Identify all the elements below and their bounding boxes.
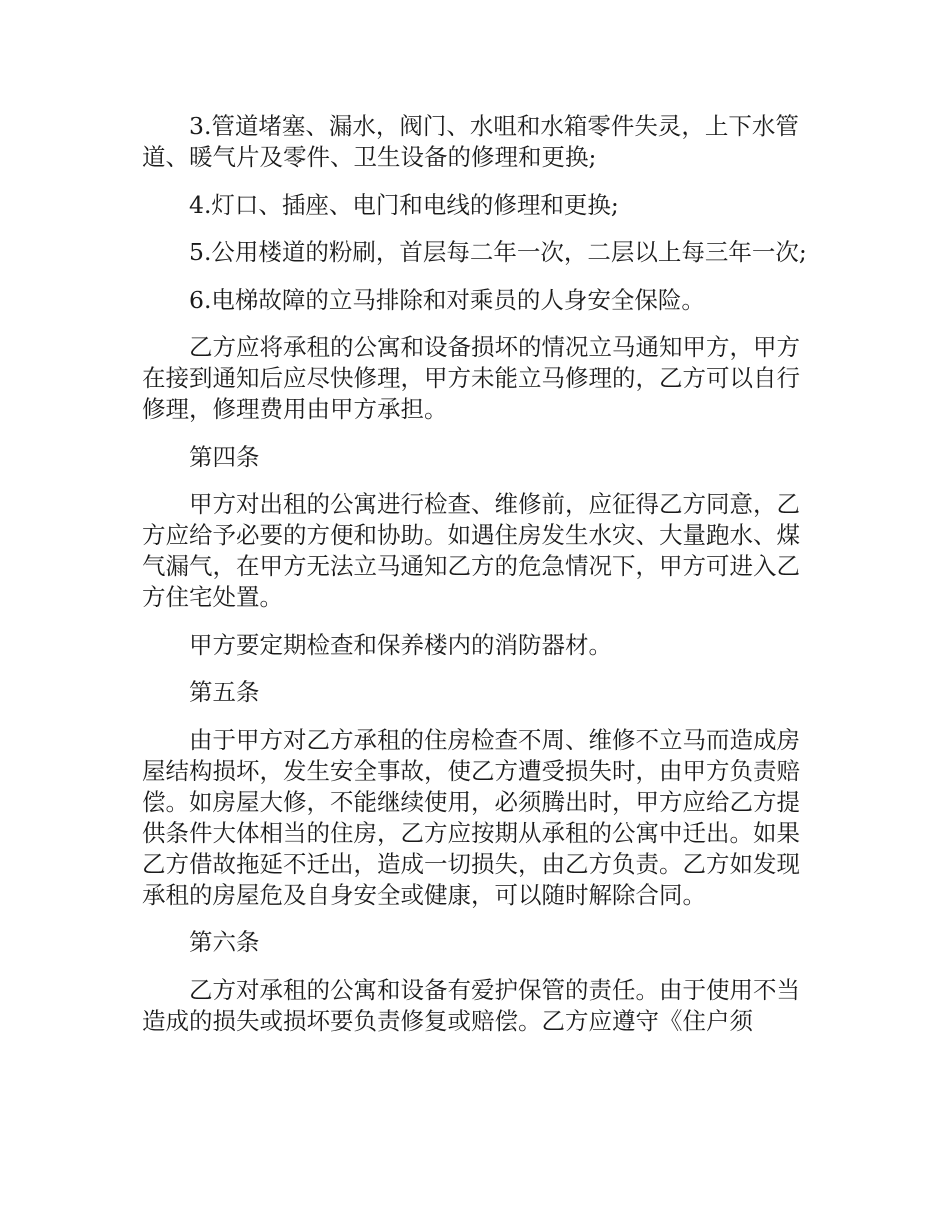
paragraph-fire-equipment: 甲方要定期检查和保养楼内的消防器材。 <box>189 630 612 659</box>
paragraph-item-4: 4.灯口、插座、电门和电线的修理和更换; <box>189 190 619 219</box>
paragraph-item-5: 5.公用楼道的粉刷，首层每二年一次，二层以上每三年一次; <box>189 238 807 266</box>
paragraph-item-3: 3.管道堵塞、漏水，阀门、水咀和水箱零件失灵，上下水管道、暖气片及零件、卫生设备的修理和更换; <box>142 112 799 171</box>
article-5-heading: 第五条 <box>189 678 260 706</box>
paragraph-repair-notice: 乙方应将承租的公寓和设备损坏的情况立马通知甲方，甲方在接到通知后应尽快修理，甲方未能立马修理的，乙方可以自行修理，修理费用由甲方承担。 <box>142 333 800 423</box>
article-6-heading: 第六条 <box>189 928 260 956</box>
document-body <box>142 111 810 1053</box>
paragraph-item-6: 6.电梯故障的立马排除和对乘员的人身安全保险。 <box>189 285 705 314</box>
paragraph-tenant-duty: 乙方对承租的公寓和设备有爱护保管的责任。由于使用不当造成的损失或损坏要负责修复或赔偿。乙方应遵守《住户须 <box>142 975 800 1035</box>
paragraph-compensation: 由于甲方对乙方承租的住房检查不周、维修不立马而造成房屋结构损坏，发生安全事故，使乙方遭受损失时，由甲方负责赔偿。如房屋大修，不能继续使用，必须腾出时，甲方应给乙方提供条件大体相当的住房，乙方应按期从承租的公寓中迁出。如果乙方借故拖延不迁出，造成一切损失，由乙方负责。乙方如发现承租的房屋危及自身安全或健康，可以随时解除合同。 <box>142 725 800 909</box>
paragraph-inspection: 甲方对出租的公寓进行检查、维修前，应征得乙方同意，乙方应给予必要的方便和协助。如遇住房发生水灾、大量跑水、煤气漏气，在甲方无法立马通知乙方的危急情况下，甲方可进入乙方住宅处置。 <box>142 490 800 611</box>
article-4-heading: 第四条 <box>189 442 260 471</box>
